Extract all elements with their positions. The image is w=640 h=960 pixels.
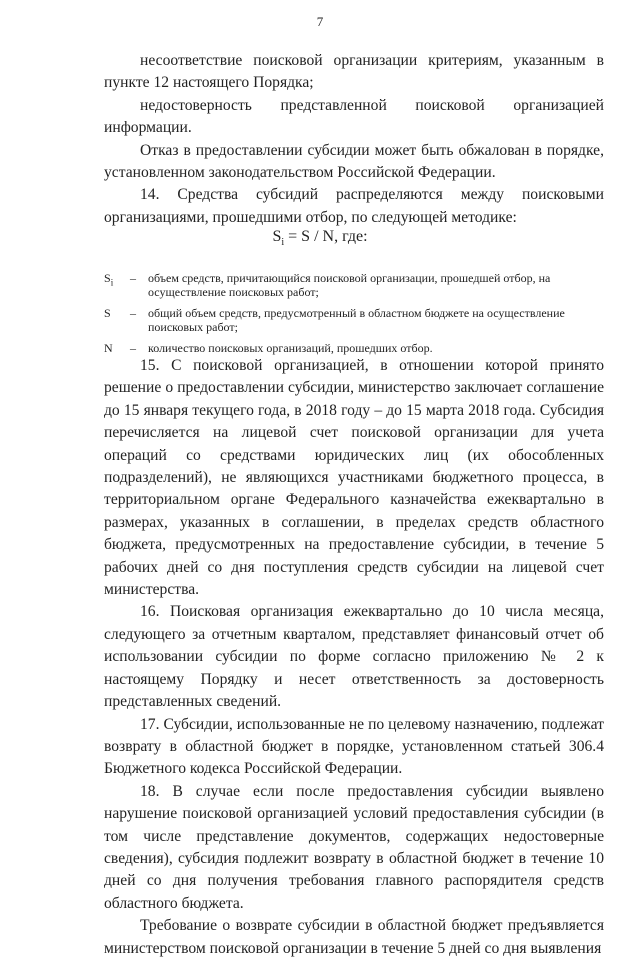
formula-rest: = S / N, где: [284, 228, 368, 245]
legend-dash: – [130, 341, 136, 355]
distribution-formula [0, 228, 640, 248]
paragraph-appeal: Отказ в предоставлении субсидии может быть обжалован в порядке, установленном законодательством Российской Федерации. [104, 141, 604, 182]
paragraph-15: 15. С поисковой организацией, в отношении которой принято решение о предоставлении субсидии, министерство заключает соглашение до 15 января текущего года, в 2018 году – до 15 марта 2018 года. Субсидия перечисляется на лицевой счет поисковой организации для учета операций со средствами юридических лиц (их обособленных подразделений), не являющихся участниками бюджетного процесса, в территориальном органе Федерального казначейства ежеквартально в размерах, указанных в соглашении, в пределах средств областного бюджета, предусмотренных на предоставление субсидии, в течение 5 рабочих дней со дня поступления средств субсидии на лицевой счет министерства. [104, 357, 604, 599]
legend-text: общий объем средств, предусмотренный в областном бюджете на осуществление поисковых работ; [148, 306, 565, 334]
formula-legend [104, 271, 604, 355]
legend-symbol: $S_i$ [104, 271, 114, 288]
top-text-block [104, 50, 604, 229]
legend-text: объем средств, причитающийся поисковой организации, прошедшей отбор, на осуществление поисковых работ; [148, 271, 551, 299]
paragraph-18: 18. В случае если после предоставления субсидии выявлено нарушение поисковой организацией условий предоставления субсидии (в том числе представление документов, содержащих недостоверные сведения), субсидия подлежит возврату в областной бюджет в течение 10 дней со дня получения требования главного распорядителя средств областного бюджета. [104, 782, 604, 912]
legend-item-n [104, 341, 604, 355]
paragraph-17: 17. Субсидии, использованные не по целевому назначению, подлежат возврату в областной бюджет в порядке, установленном статьей 306.4 Бюджетного кодекса Российской Федерации. [104, 715, 604, 778]
paragraph-16: 16. Поисковая организация ежеквартально до 10 числа месяца, следующего за отчетным кварталом, представляет финансовый отчет об использовании субсидии по форме согласно приложению № 2 к настоящему Порядку и несет ответственность за достоверность представленных сведений. [104, 603, 604, 711]
paragraph-14: 14. Средства субсидий распределяются между поисковыми организациями, прошедшими отбор, по следующей методике: [104, 186, 604, 226]
legend-item-si [104, 271, 604, 299]
bottom-text-block [104, 355, 604, 960]
paragraph-unreliable-info: недостоверность представленной поисковой организацией информации. [104, 96, 604, 137]
paragraph-return-demand: Требование о возврате субсидии в областной бюджет предъявляется министерством поисковой организации в течение 5 дней со дня выявления [104, 917, 604, 957]
paragraph-criteria-mismatch: несоответствие поисковой организации критериям, указанным в пункте 12 настоящего Порядка; [104, 52, 604, 92]
legend-dash: – [130, 306, 136, 320]
formula-left-subscript: i [281, 237, 285, 249]
legend-dash: – [130, 271, 136, 285]
formula-left-symbol: S [272, 228, 282, 245]
legend-text: количество поисковых организаций, прошедших отбор. [148, 341, 433, 355]
legend-symbol: S [104, 306, 111, 320]
legend-symbol: N [104, 341, 113, 355]
legend-item-s [104, 306, 604, 334]
page-number: 7 [316, 14, 324, 29]
